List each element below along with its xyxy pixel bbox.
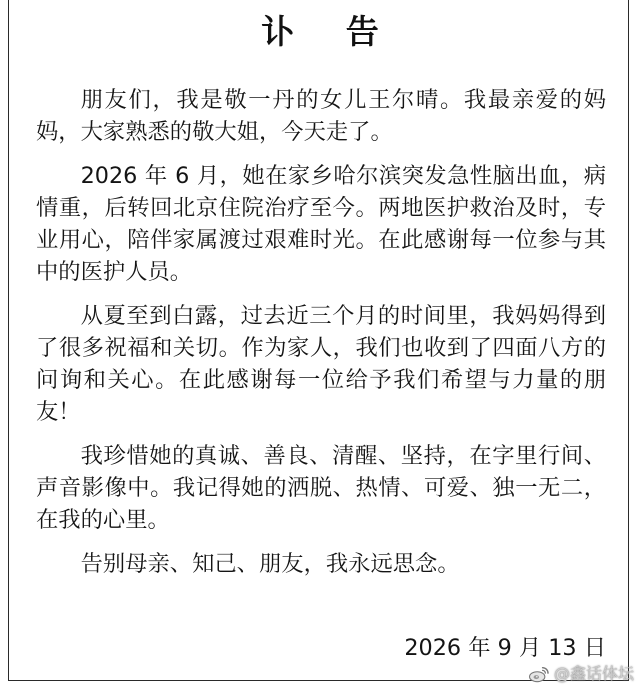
paragraph-memory: 我珍惜她的真诚、善良、清醒、坚持，在字里行间、声音影像中。我记得她的洒脱、热情、可爱、独一无二，在我的心里。 [36,443,606,533]
paragraph-greeting: 朋友们，我是敬一丹的女儿王尔晴。我最亲爱的妈妈，大家熟悉的敬大姐，今天走了。 [36,87,606,145]
paragraph-illness: 2026 年 6 月，她在家乡哈尔滨突发急性脑出血，病情重，后转回北京住院治疗至今。两地医护救治及时，专业用心，陪伴家属渡过艰难时光。在此感谢每一位参与其中的医护人员。 [36,163,606,285]
paragraph-farewell: 告别母亲、知己、朋友，我永远思念。 [80,551,460,577]
paragraph-thanks: 从夏至到白露，过去近三个月的时间里，我妈妈得到了很多祝福和关切。作为家人，我们也收到了四面八方的问询和关心。在此感谢每一位给予我们希望与力量的朋友！ [36,303,606,425]
notice-title: 讣 告 [261,12,399,51]
watermark [528,663,634,685]
notice-body [36,84,606,592]
weibo-icon [528,665,550,683]
watermark-text: @鑫话体坛 [553,664,634,683]
notice-date: 2026 年 9 月 13 日 [404,635,606,661]
